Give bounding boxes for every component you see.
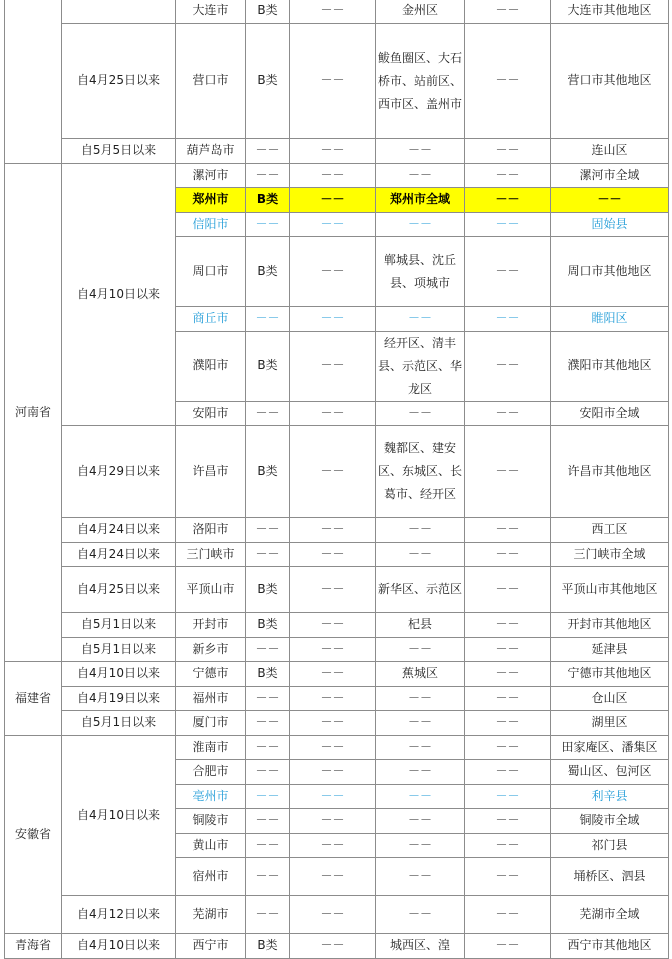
mid-risk-cell: －－: [376, 711, 465, 736]
region-risk-table: [4, 0, 669, 959]
high-risk-cell: －－: [290, 331, 376, 401]
other-area-cell: 睢阳区: [551, 307, 669, 332]
other-area-cell: 仓山区: [551, 686, 669, 711]
level-cell: －－: [246, 686, 290, 711]
table-row: [5, 735, 669, 760]
table-row: [5, 662, 669, 687]
level-cell: －－: [246, 711, 290, 736]
other-area-cell: 开封市其他地区: [551, 613, 669, 638]
level-cell: B类: [246, 426, 290, 518]
mid-risk-cell: －－: [376, 139, 465, 164]
other-area-cell: 湖里区: [551, 711, 669, 736]
period-cell: 自4月10日以来: [62, 163, 176, 426]
city-cell: 宁德市: [176, 662, 246, 687]
other-area-cell: 延津县: [551, 637, 669, 662]
level-cell: －－: [246, 139, 290, 164]
table-row: [5, 896, 669, 934]
period-cell: 自4月29日以来: [62, 426, 176, 518]
city-cell: 宿州市: [176, 858, 246, 896]
other-area-cell: 埇桥区、泗县: [551, 858, 669, 896]
low-risk-cell: －－: [465, 934, 551, 959]
high-risk-cell: －－: [290, 760, 376, 785]
low-risk-cell: －－: [465, 237, 551, 307]
level-cell: －－: [246, 307, 290, 332]
level-cell: B类: [246, 237, 290, 307]
period-cell: 自4月25日以来: [62, 24, 176, 139]
other-area-cell: 宁德市其他地区: [551, 662, 669, 687]
other-area-cell: 营口市其他地区: [551, 24, 669, 139]
city-cell: 濮阳市: [176, 331, 246, 401]
city-cell: 平顶山市: [176, 567, 246, 613]
high-risk-cell: －－: [290, 686, 376, 711]
city-cell: 三门峡市: [176, 542, 246, 567]
low-risk-cell: －－: [465, 139, 551, 164]
low-risk-cell: －－: [465, 662, 551, 687]
mid-risk-cell: －－: [376, 833, 465, 858]
high-risk-cell: －－: [290, 637, 376, 662]
mid-risk-cell: －－: [376, 896, 465, 934]
high-risk-cell: －－: [290, 426, 376, 518]
period-cell: 自5月1日以来: [62, 613, 176, 638]
mid-risk-cell: 郸城县、沈丘县、项城市: [376, 237, 465, 307]
province-cell: 河南省: [5, 163, 62, 662]
high-risk-cell: －－: [290, 401, 376, 426]
high-risk-cell: －－: [290, 567, 376, 613]
table-row: [5, 711, 669, 736]
high-risk-cell: －－: [290, 735, 376, 760]
level-cell: －－: [246, 833, 290, 858]
city-cell: 信阳市: [176, 212, 246, 237]
city-cell: 营口市: [176, 24, 246, 139]
city-cell: 西宁市: [176, 934, 246, 959]
period-cell: [62, 0, 176, 24]
city-cell: 新乡市: [176, 637, 246, 662]
other-area-cell: 固始县: [551, 212, 669, 237]
other-area-cell: 周口市其他地区: [551, 237, 669, 307]
level-cell: －－: [246, 858, 290, 896]
city-cell: 许昌市: [176, 426, 246, 518]
other-area-cell: 濮阳市其他地区: [551, 331, 669, 401]
mid-risk-cell: 金州区: [376, 0, 465, 24]
high-risk-cell: －－: [290, 518, 376, 543]
city-cell: 洛阳市: [176, 518, 246, 543]
city-cell: 葫芦岛市: [176, 139, 246, 164]
level-cell: －－: [246, 896, 290, 934]
low-risk-cell: －－: [465, 331, 551, 401]
low-risk-cell: －－: [465, 567, 551, 613]
high-risk-cell: －－: [290, 809, 376, 834]
period-cell: 自4月10日以来: [62, 662, 176, 687]
high-risk-cell: －－: [290, 542, 376, 567]
low-risk-cell: －－: [465, 784, 551, 809]
mid-risk-cell: 经开区、清丰县、示范区、华龙区: [376, 331, 465, 401]
mid-risk-cell: －－: [376, 163, 465, 188]
high-risk-cell: －－: [290, 163, 376, 188]
province-cell: 福建省: [5, 662, 62, 736]
mid-risk-cell: －－: [376, 518, 465, 543]
mid-risk-cell: 新华区、示范区: [376, 567, 465, 613]
other-area-cell: 许昌市其他地区: [551, 426, 669, 518]
city-cell: 大连市: [176, 0, 246, 24]
low-risk-cell: －－: [465, 613, 551, 638]
mid-risk-cell: －－: [376, 686, 465, 711]
level-cell: B类: [246, 331, 290, 401]
city-cell: 福州市: [176, 686, 246, 711]
high-risk-cell: －－: [290, 711, 376, 736]
level-cell: B类: [246, 0, 290, 24]
city-cell: 亳州市: [176, 784, 246, 809]
table-row: [5, 934, 669, 959]
mid-risk-cell: 城西区、湟: [376, 934, 465, 959]
low-risk-cell: －－: [465, 637, 551, 662]
low-risk-cell: －－: [465, 0, 551, 24]
city-cell: 厦门市: [176, 711, 246, 736]
level-cell: －－: [246, 401, 290, 426]
level-cell: －－: [246, 760, 290, 785]
city-cell: 黄山市: [176, 833, 246, 858]
table-row: [5, 139, 669, 164]
level-cell: －－: [246, 212, 290, 237]
table-row: [5, 637, 669, 662]
other-area-cell: 西宁市其他地区: [551, 934, 669, 959]
other-area-cell: 大连市其他地区: [551, 0, 669, 24]
city-cell: 芜湖市: [176, 896, 246, 934]
high-risk-cell: －－: [290, 858, 376, 896]
low-risk-cell: －－: [465, 896, 551, 934]
level-cell: B类: [246, 613, 290, 638]
period-cell: 自5月1日以来: [62, 637, 176, 662]
other-area-cell: －－: [551, 188, 669, 213]
other-area-cell: 利辛县: [551, 784, 669, 809]
period-cell: 自4月25日以来: [62, 567, 176, 613]
other-area-cell: 连山区: [551, 139, 669, 164]
high-risk-cell: －－: [290, 934, 376, 959]
period-cell: 自5月5日以来: [62, 139, 176, 164]
province-cell: 青海省: [5, 934, 62, 959]
low-risk-cell: －－: [465, 24, 551, 139]
level-cell: B类: [246, 567, 290, 613]
table-row: [5, 686, 669, 711]
high-risk-cell: －－: [290, 237, 376, 307]
level-cell: B类: [246, 934, 290, 959]
high-risk-cell: －－: [290, 833, 376, 858]
low-risk-cell: －－: [465, 518, 551, 543]
high-risk-cell: －－: [290, 662, 376, 687]
table-row: [5, 24, 669, 139]
high-risk-cell: －－: [290, 0, 376, 24]
high-risk-cell: －－: [290, 212, 376, 237]
city-cell: 漯河市: [176, 163, 246, 188]
mid-risk-cell: 鲅鱼圈区、大石桥市、站前区、西市区、盖州市: [376, 24, 465, 139]
table-row: [5, 613, 669, 638]
other-area-cell: 铜陵市全域: [551, 809, 669, 834]
low-risk-cell: －－: [465, 307, 551, 332]
other-area-cell: 平顶山市其他地区: [551, 567, 669, 613]
mid-risk-cell: 杞县: [376, 613, 465, 638]
period-cell: 自4月12日以来: [62, 896, 176, 934]
mid-risk-cell: 魏都区、建安区、东城区、长葛市、经开区: [376, 426, 465, 518]
level-cell: B类: [246, 24, 290, 139]
mid-risk-cell: －－: [376, 307, 465, 332]
city-cell: 周口市: [176, 237, 246, 307]
low-risk-cell: －－: [465, 542, 551, 567]
high-risk-cell: －－: [290, 784, 376, 809]
mid-risk-cell: －－: [376, 637, 465, 662]
high-risk-cell: －－: [290, 24, 376, 139]
table-row: [5, 426, 669, 518]
mid-risk-cell: －－: [376, 809, 465, 834]
low-risk-cell: －－: [465, 163, 551, 188]
high-risk-cell: －－: [290, 613, 376, 638]
high-risk-cell: －－: [290, 896, 376, 934]
mid-risk-cell: －－: [376, 735, 465, 760]
high-risk-cell: －－: [290, 139, 376, 164]
low-risk-cell: －－: [465, 401, 551, 426]
low-risk-cell: －－: [465, 735, 551, 760]
low-risk-cell: －－: [465, 833, 551, 858]
other-area-cell: 安阳市全域: [551, 401, 669, 426]
province-cell: 安徽省: [5, 735, 62, 934]
mid-risk-cell: 蕉城区: [376, 662, 465, 687]
period-cell: 自4月10日以来: [62, 934, 176, 959]
other-area-cell: 芜湖市全域: [551, 896, 669, 934]
other-area-cell: 田家庵区、潘集区: [551, 735, 669, 760]
low-risk-cell: －－: [465, 711, 551, 736]
other-area-cell: 祁门县: [551, 833, 669, 858]
city-cell: 铜陵市: [176, 809, 246, 834]
city-cell: 安阳市: [176, 401, 246, 426]
other-area-cell: 漯河市全域: [551, 163, 669, 188]
high-risk-cell: －－: [290, 188, 376, 213]
low-risk-cell: －－: [465, 686, 551, 711]
low-risk-cell: －－: [465, 760, 551, 785]
table-row: [5, 0, 669, 24]
other-area-cell: 蜀山区、包河区: [551, 760, 669, 785]
period-cell: 自4月19日以来: [62, 686, 176, 711]
high-risk-cell: －－: [290, 307, 376, 332]
city-cell: 商丘市: [176, 307, 246, 332]
period-cell: 自4月10日以来: [62, 735, 176, 896]
mid-risk-cell: －－: [376, 542, 465, 567]
other-area-cell: 三门峡市全域: [551, 542, 669, 567]
mid-risk-cell: －－: [376, 401, 465, 426]
table-row: [5, 567, 669, 613]
low-risk-cell: －－: [465, 188, 551, 213]
table-row: [5, 542, 669, 567]
period-cell: 自4月24日以来: [62, 518, 176, 543]
period-cell: 自5月1日以来: [62, 711, 176, 736]
low-risk-cell: －－: [465, 858, 551, 896]
low-risk-cell: －－: [465, 809, 551, 834]
period-cell: 自4月24日以来: [62, 542, 176, 567]
table-row: [5, 518, 669, 543]
province-cell: [5, 0, 62, 163]
mid-risk-cell: 郑州市全域: [376, 188, 465, 213]
other-area-cell: 西工区: [551, 518, 669, 543]
mid-risk-cell: －－: [376, 212, 465, 237]
table-row: [5, 163, 669, 188]
low-risk-cell: －－: [465, 212, 551, 237]
level-cell: －－: [246, 542, 290, 567]
mid-risk-cell: －－: [376, 784, 465, 809]
level-cell: －－: [246, 518, 290, 543]
mid-risk-cell: －－: [376, 760, 465, 785]
level-cell: －－: [246, 637, 290, 662]
city-cell: 郑州市: [176, 188, 246, 213]
level-cell: －－: [246, 784, 290, 809]
mid-risk-cell: －－: [376, 858, 465, 896]
level-cell: B类: [246, 662, 290, 687]
level-cell: B类: [246, 188, 290, 213]
city-cell: 开封市: [176, 613, 246, 638]
city-cell: 淮南市: [176, 735, 246, 760]
city-cell: 合肥市: [176, 760, 246, 785]
level-cell: －－: [246, 163, 290, 188]
level-cell: －－: [246, 735, 290, 760]
level-cell: －－: [246, 809, 290, 834]
low-risk-cell: －－: [465, 426, 551, 518]
